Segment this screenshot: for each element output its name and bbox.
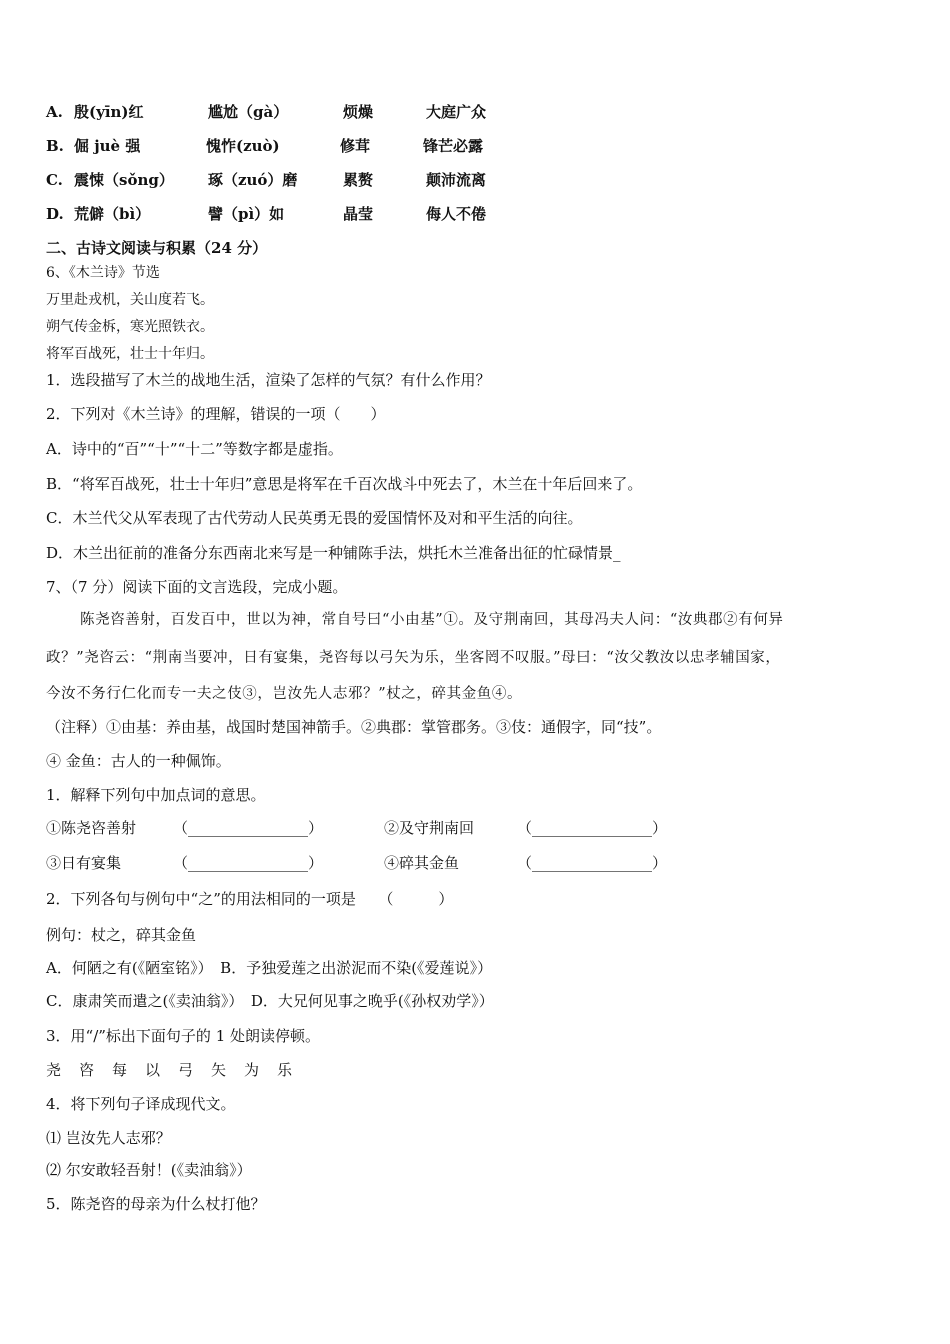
q6-question-2: 2．下列对《木兰诗》的理解，错误的一项（ ） — [46, 405, 386, 423]
translate-item: ⑵ 尔安敢轻吾射！(《卖油翁》） — [46, 1161, 252, 1179]
q7-question-2: 2．下列各句与例句中“之”的用法相同的一项是 （ ） — [46, 890, 454, 908]
q6-question-1: 1．选段描写了木兰的战地生活，渲染了怎样的气氛？有什么作用？ — [46, 371, 491, 389]
option-word: 尴尬（gà） — [208, 103, 289, 121]
annotation: （注释）①由基：养由基，战国时楚国神箭手。②典郡：掌管郡务。③伎：通假字，同“技”。 — [46, 718, 662, 736]
example-sentence: 例句：杖之，碎其金鱼 — [46, 926, 197, 944]
answer-blank[interactable]: （________________） — [517, 819, 668, 837]
option-word: 震悚（sǒng） — [74, 171, 174, 189]
q7-title: 7、（7 分）阅读下面的文言选段，完成小题。 — [46, 578, 348, 596]
pause-sentence: 尧咨每以弓矢为乐 — [46, 1061, 311, 1079]
option-word: 烦燥 — [343, 103, 374, 121]
answer-blank[interactable]: （________________） — [517, 854, 668, 872]
q7-choices-ab: A．何陋之有(《陋室铭》） B．予独爱莲之出淤泥而不染(《爱莲说》） — [46, 959, 493, 977]
q7-question-5: 5．陈尧咨的母亲为什么杖打他？ — [46, 1195, 266, 1213]
option-word: 殷(yīn)红 — [74, 103, 144, 121]
option-word: 晶莹 — [343, 205, 374, 223]
option-label: D. — [46, 205, 64, 223]
answer-blank[interactable]: （________________） — [173, 819, 324, 837]
annotation: ④ 金鱼：古人的一种佩饰。 — [46, 752, 231, 770]
q6-choice-a: A．诗中的“百”“十”“十二”等数字都是虚指。 — [46, 440, 343, 458]
option-word: 大庭广众 — [426, 103, 487, 121]
q6-title: 6、《木兰诗》节选 — [46, 265, 160, 281]
q7-question-1: 1．解释下列句中加点词的意思。 — [46, 786, 266, 804]
option-word: 累赘 — [343, 171, 374, 189]
passage-line: 今汝不务行仁化而专一夫之伎③，岂汝先人志邪？”杖之，碎其金鱼④。 — [46, 686, 523, 702]
option-word: 荒僻（bì） — [74, 205, 151, 223]
q6-choice-d: D．木兰出征前的准备分东西南北来写是一种铺陈手法，烘托木兰准备出征的忙碌情景_ — [46, 544, 621, 562]
section-title: 二、古诗文阅读与积累（24 分） — [46, 239, 268, 257]
q6-choice-b: B．“将军百战死，壮士十年归”意思是将军在千百次战斗中死去了，木兰在十年后回来了。 — [46, 475, 643, 493]
passage-line: 政？”尧咨云：“荆南当要冲，日有宴集，尧咨每以弓矢为乐，坐客罔不叹服。”母曰：“汝父教汝以忠孝辅国家， — [46, 650, 781, 666]
option-word: 颠沛流离 — [426, 171, 487, 189]
option-word: 倔 juè 强 — [74, 137, 141, 155]
option-label: C. — [46, 171, 63, 189]
explain-item: ②及守荆南回 — [384, 819, 475, 837]
q6-choice-c: C．木兰代父从军表现了古代劳动人民英勇无畏的爱国情怀及对和平生活的向往。 — [46, 509, 583, 527]
poem-line: 万里赴戎机，关山度若飞。 — [46, 292, 214, 308]
option-word: 譬（pì）如 — [208, 205, 285, 223]
translate-item: ⑴ 岂汝先人志邪？ — [46, 1129, 171, 1147]
passage-line: 陈尧咨善射，百发百中，世以为神，常自号曰“小由基”①。及守荆南回，其母冯夫人问：“汝典郡②有何异 — [80, 612, 784, 628]
option-word: 锋芒必露 — [423, 137, 484, 155]
explain-item: ①陈尧咨善射 — [46, 819, 137, 837]
poem-line: 将军百战死，壮士十年归。 — [46, 346, 214, 362]
option-word: 琢（zuó）磨 — [208, 171, 298, 189]
explain-item: ④碎其金鱼 — [384, 854, 460, 872]
poem-line: 朔气传金柝，寒光照铁衣。 — [46, 319, 214, 335]
option-word: 侮人不倦 — [426, 205, 487, 223]
q7-question-3: 3．用“/”标出下面句子的 1 处朗读停顿。 — [46, 1027, 321, 1045]
q7-choices-cd: C．康肃笑而遣之(《卖油翁》） D．大兄何见事之晚乎(《孙权劝学》） — [46, 992, 494, 1010]
option-word: 愧怍(zuò) — [206, 137, 280, 155]
q7-question-4: 4．将下列句子译成现代文。 — [46, 1095, 236, 1113]
explain-item: ③日有宴集 — [46, 854, 122, 872]
answer-blank[interactable]: （________________） — [173, 854, 324, 872]
option-label: A. — [46, 103, 63, 121]
option-label: B. — [46, 137, 64, 155]
option-word: 修茸 — [340, 137, 371, 155]
